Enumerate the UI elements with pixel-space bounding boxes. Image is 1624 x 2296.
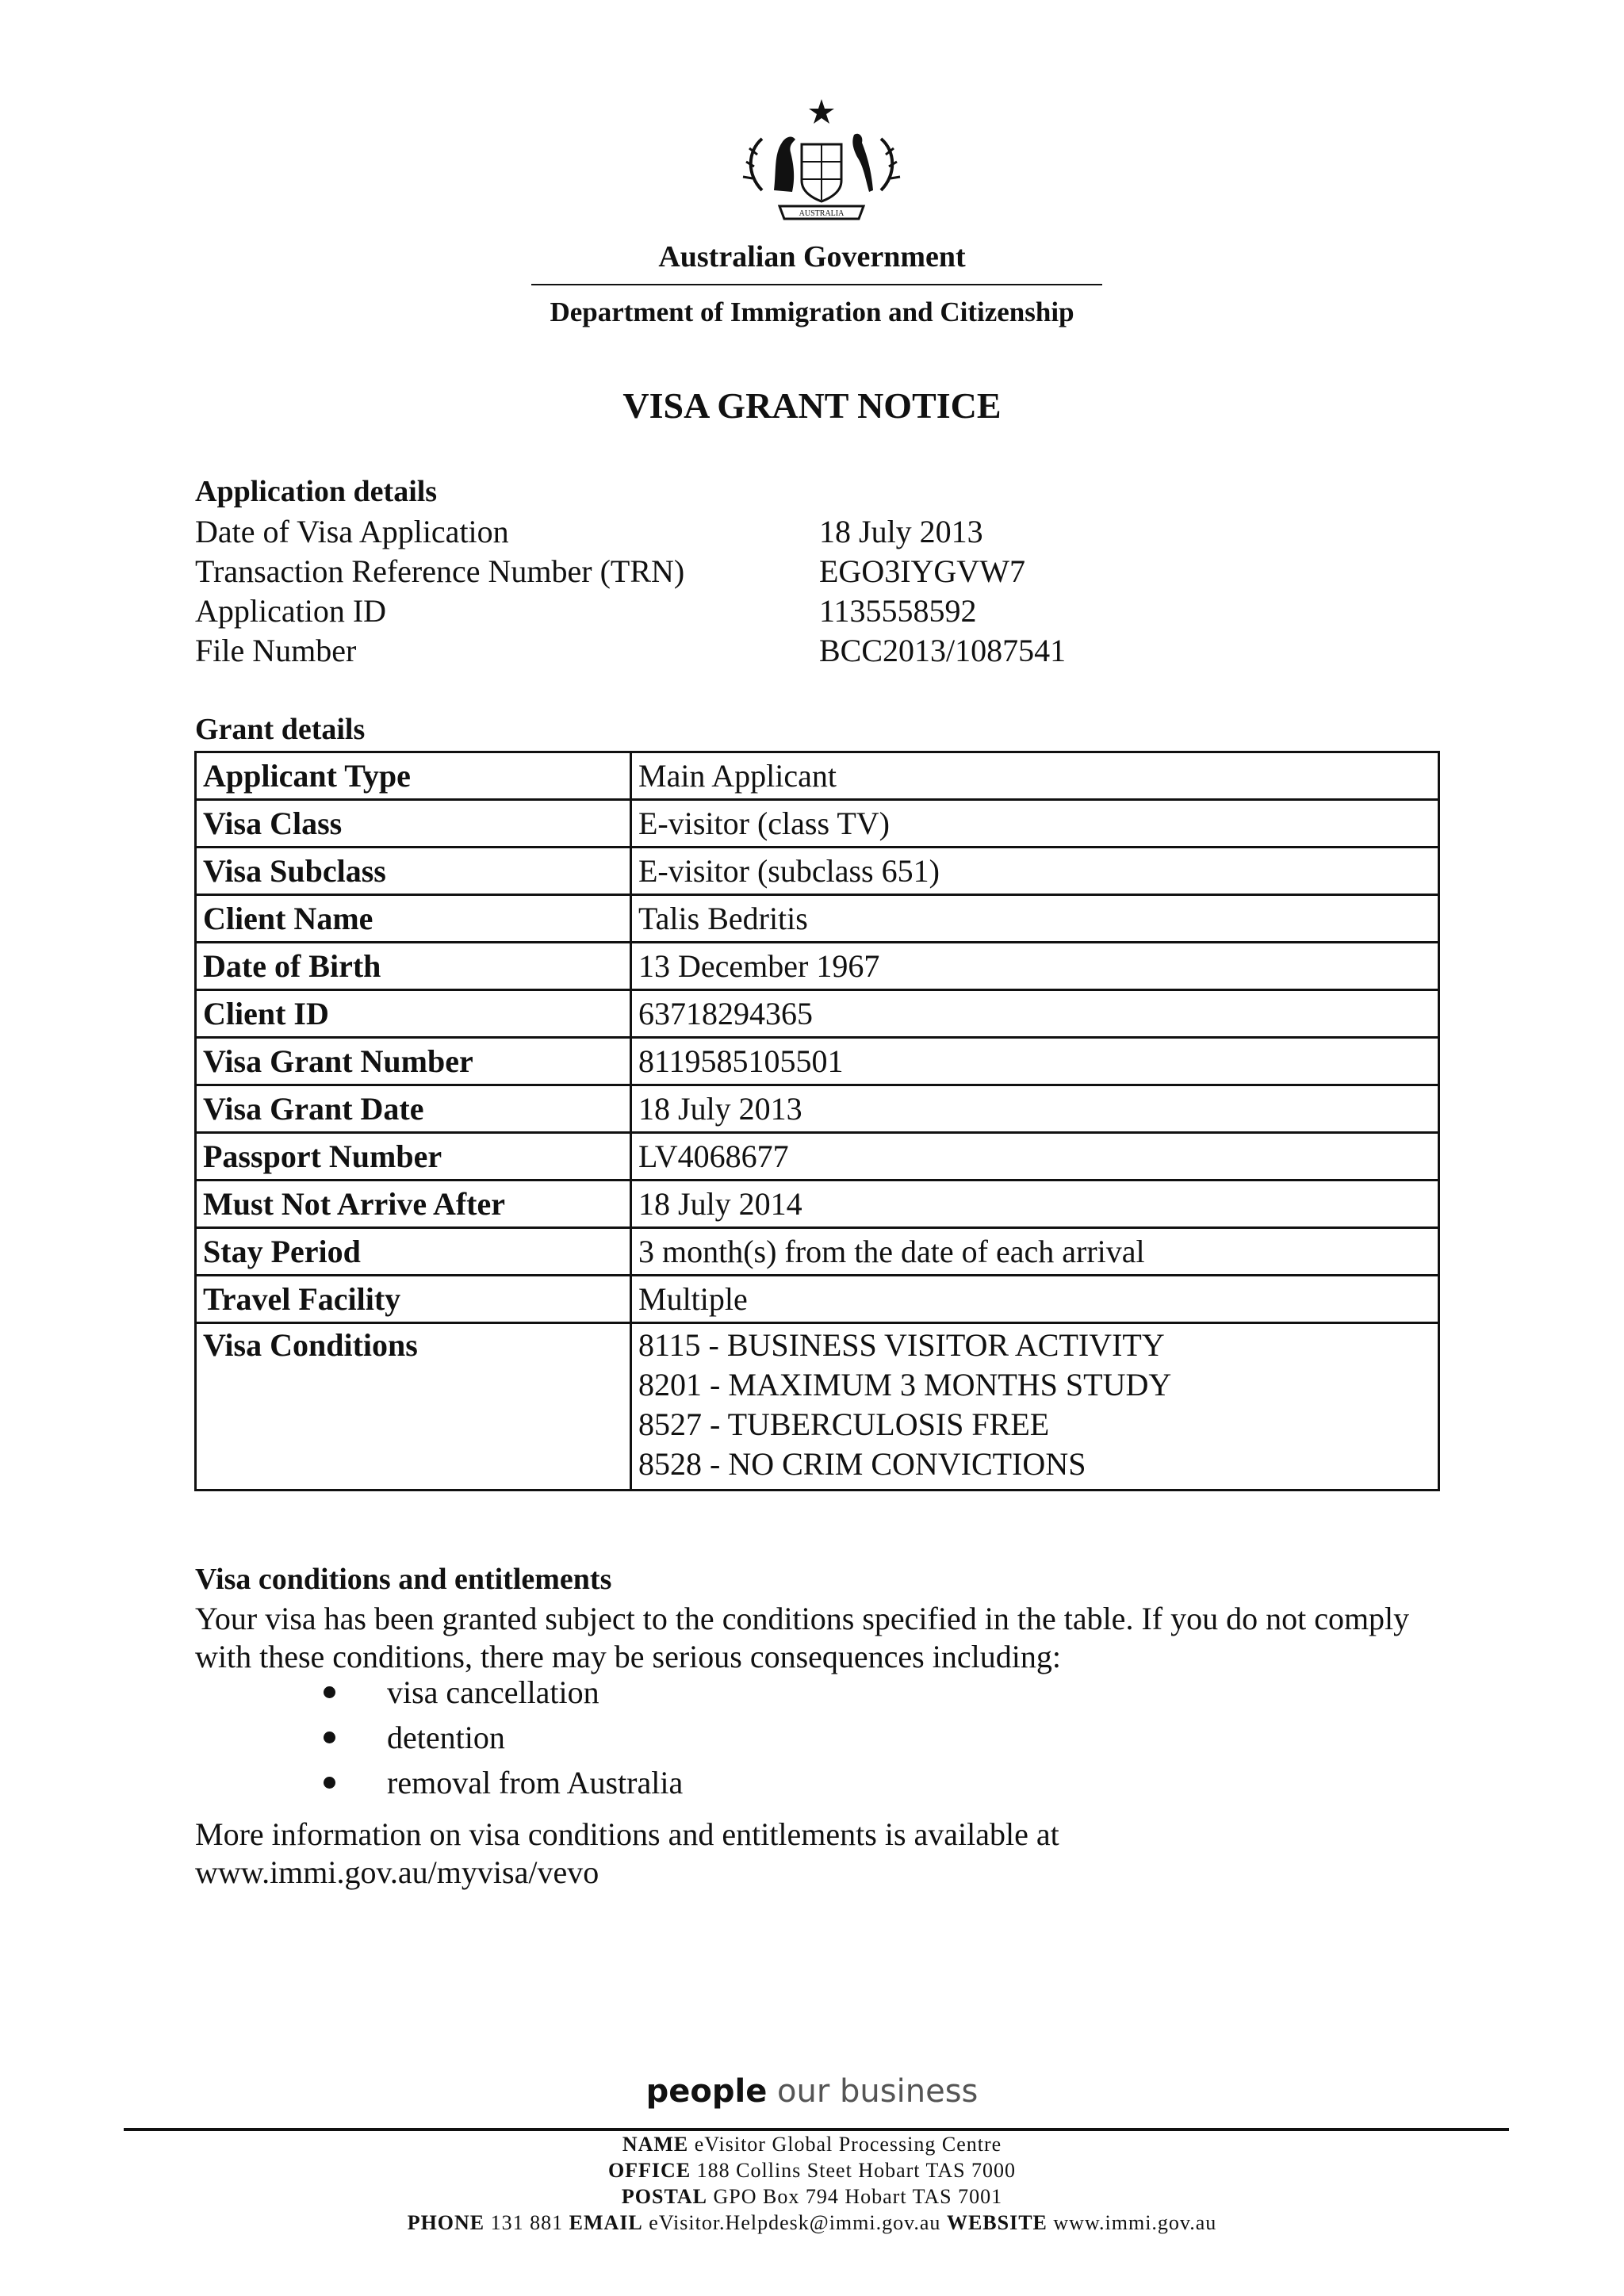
row-label: Client Name (196, 895, 631, 943)
list-item (317, 1674, 683, 1719)
row-label: Visa Grant Number (196, 1038, 631, 1085)
row-label: Visa Grant Date (196, 1085, 631, 1133)
row-value: Multiple (631, 1276, 1439, 1323)
visa-conditions-list (631, 1323, 1439, 1490)
footer-value: 131 881 (490, 2211, 564, 2234)
detail-label: Date of Visa Application (195, 514, 509, 549)
footer-value: 188 Collins Steet Hobart TAS 7000 (696, 2159, 1017, 2182)
application-details-heading: Application details (195, 475, 438, 508)
row-value: E-visitor (class TV) (631, 800, 1439, 848)
visa-condition: 8115 - BUSINESS VISITOR ACTIVITY (638, 1327, 1165, 1363)
row-value: 18 July 2013 (631, 1085, 1439, 1133)
consequences-list (317, 1674, 683, 1809)
australian-coat-of-arms-icon (730, 95, 913, 230)
detail-label: Transaction Reference Number (TRN) (195, 553, 685, 589)
row-label: Stay Period (196, 1228, 631, 1276)
visa-condition: 8528 - NO CRIM CONVICTIONS (638, 1446, 1086, 1482)
bullet-icon (324, 1732, 335, 1743)
government-title: Australian Government (658, 240, 966, 274)
footer-tagline (0, 2073, 1624, 2110)
table-row (196, 1276, 1439, 1323)
row-value: E-visitor (subclass 651) (631, 848, 1439, 895)
more-info-link[interactable]: www.immi.gov.au/myvisa/vevo (195, 1854, 599, 1890)
table-row (196, 990, 1439, 1038)
row-label: Client ID (196, 990, 631, 1038)
row-label: Travel Facility (196, 1276, 631, 1323)
row-value: 63718294365 (631, 990, 1439, 1038)
visa-condition: 8527 - TUBERCULOSIS FREE (638, 1406, 1050, 1442)
conditions-intro-line: Your visa has been granted subject to the conditions specified in the table. If you do not comply (195, 1601, 1410, 1636)
detail-value: 1135558592 (819, 593, 977, 629)
footer-label: PHONE (407, 2211, 485, 2234)
row-label: Visa Class (196, 800, 631, 848)
grant-details-table (194, 751, 1440, 1491)
row-label: Visa Subclass (196, 848, 631, 895)
detail-label: File Number (195, 633, 357, 668)
detail-value: BCC2013/1087541 (819, 633, 1067, 668)
list-item (317, 1764, 683, 1809)
row-value: LV4068677 (631, 1133, 1439, 1181)
consequence-text: visa cancellation (387, 1674, 599, 1710)
table-row (196, 1038, 1439, 1085)
footer-label: OFFICE (607, 2159, 691, 2182)
row-value: 8119585105501 (631, 1038, 1439, 1085)
row-label: Passport Number (196, 1133, 631, 1181)
row-value: 3 month(s) from the date of each arrival (631, 1228, 1439, 1276)
table-row (196, 943, 1439, 990)
footer-website[interactable]: www.immi.gov.au (1053, 2211, 1217, 2234)
footer-label: WEBSITE (946, 2211, 1048, 2234)
row-label: Applicant Type (196, 752, 631, 800)
more-info-text: More information on visa conditions and entitlements is available at (195, 1816, 1059, 1852)
footer-label: POSTAL (621, 2185, 707, 2208)
tagline-bold: people (645, 2073, 768, 2110)
table-row (196, 800, 1439, 848)
detail-label: Application ID (195, 593, 387, 629)
list-item (317, 1719, 683, 1764)
table-row (196, 895, 1439, 943)
bullet-icon (324, 1686, 335, 1698)
conditions-intro (195, 1600, 1480, 1676)
row-value: Talis Bedritis (631, 895, 1439, 943)
footer-contact (0, 2131, 1624, 2236)
footer-label: EMAIL (569, 2211, 643, 2234)
table-row (196, 1085, 1439, 1133)
document-title: VISA GRANT NOTICE (622, 385, 1002, 426)
footer-phone-line (0, 2210, 1624, 2236)
footer-value: GPO Box 794 Hobart TAS 7001 (713, 2185, 1003, 2208)
row-value: 13 December 1967 (631, 943, 1439, 990)
footer-label: NAME (622, 2133, 689, 2156)
footer-name-line (0, 2131, 1624, 2157)
table-row (196, 1133, 1439, 1181)
footer-office-line (0, 2157, 1624, 2183)
row-value: Main Applicant (631, 752, 1439, 800)
detail-value: EGO3IYGVW7 (819, 553, 1025, 589)
row-value: 18 July 2014 (631, 1181, 1439, 1228)
table-row (196, 752, 1439, 800)
row-label: Date of Birth (196, 943, 631, 990)
table-row (196, 1323, 1439, 1490)
conditions-heading: Visa conditions and entitlements (195, 1563, 612, 1596)
header-divider (531, 284, 1102, 285)
table-row (196, 1181, 1439, 1228)
consequence-text: removal from Australia (387, 1765, 684, 1800)
row-label: Must Not Arrive After (196, 1181, 631, 1228)
visa-condition: 8201 - MAXIMUM 3 MONTHS STUDY (638, 1367, 1172, 1402)
detail-value: 18 July 2013 (819, 514, 983, 549)
row-label: Visa Conditions (196, 1323, 631, 1490)
tagline-light: our business (777, 2073, 979, 2110)
consequence-text: detention (387, 1720, 505, 1755)
footer-email[interactable]: eVisitor.Helpdesk@immi.gov.au (649, 2211, 941, 2234)
table-row (196, 1228, 1439, 1276)
grant-details-heading: Grant details (195, 713, 366, 746)
bullet-icon (324, 1777, 335, 1789)
footer-value: eVisitor Global Processing Centre (694, 2133, 1002, 2156)
more-info (195, 1816, 1480, 1892)
footer-postal-line (0, 2183, 1624, 2210)
department-name: Department of Immigration and Citizenship (550, 297, 1074, 327)
crest-scroll-text: AUSTRALIA (799, 209, 845, 218)
conditions-intro-line: with these conditions, there may be serious consequences including: (195, 1639, 1061, 1674)
table-row (196, 848, 1439, 895)
